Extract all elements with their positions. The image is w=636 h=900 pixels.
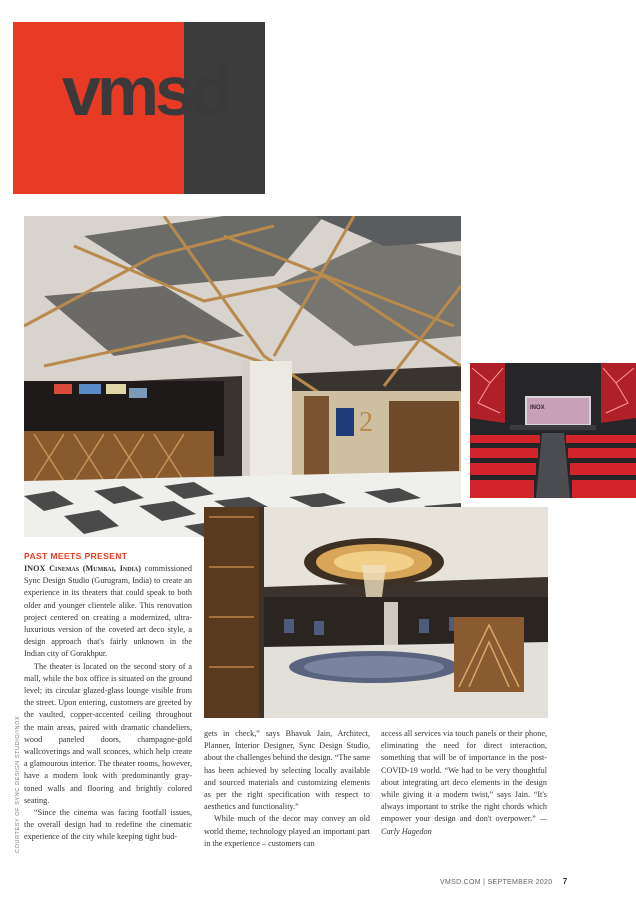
footer-issue: SEPTEMBER 2020: [487, 879, 553, 886]
footer-separator: |: [483, 879, 486, 886]
page-number: 7: [562, 877, 568, 886]
paragraph-4: gets in check,” says Bhavuk Jain, Architect, Planner, Interior Designer, Sync Design Studio, about the challenges behind the design. “The same has been achieved by selecting locally available and sourced materials and customizing elements as per the right specification with respect to aesthetics and functionality.”: [204, 729, 370, 812]
column-3: [381, 728, 547, 838]
page-footer: [440, 877, 567, 886]
auditorium-photo: [470, 363, 636, 498]
article-heading: PAST MEETS PRESENT: [24, 551, 128, 561]
paragraph-3: “Since the cinema was facing footfall issues, the overall design had to redefine the cinematic experience of the city while keeping tight bud-: [24, 808, 192, 842]
lead-name: INOX Cinemas (Mumbai, India): [24, 564, 141, 573]
photo-credit: COURTESY OF SYNC DESIGN STUDIO/INOX: [15, 715, 21, 853]
hall-number: 2: [359, 407, 373, 438]
author-signature: —Carly Hagedon: [381, 814, 547, 836]
lounge-photo: [204, 507, 548, 718]
paragraph-5: While much of the decor may convey an old world theme, technology played an important part in the experience – customers can: [204, 814, 370, 848]
lobby-photo: [24, 216, 461, 537]
vmsd-logo: vmsd: [62, 52, 229, 130]
screen-brand: INOX: [530, 405, 545, 411]
footer-site: VMSD.COM: [440, 879, 481, 886]
paragraph-6-text: access all services via touch panels or their phone, eliminating the need for direct interaction, something that will be of importance in the post-COVID-19 world. “We had to be very thoughtful about integrating art deco elements in the design while giving it a modern twist,” says Jain. “It's always important to strike the right chords which empower your design and don't overpower.”: [381, 729, 547, 824]
column-1: [24, 563, 192, 844]
column-2: [204, 728, 370, 850]
paragraph-1-text: commissioned Sync Design Studio (Gurugram, India) to create an experience in its theaters that could speak to both older and younger clientele alike. This renovation project centered on creating a modernized, ultra-luxurious version of the coveted art deco style, a design approach that's fairly unknown in the Indian city of Gorakhpur.: [24, 564, 192, 659]
paragraph-1: [24, 563, 192, 661]
paragraph-2: The theater is located on the second story of a mall, while the box office is situated on the ground level; its circular glazed-glass lounge visible from the street. Upon entering, customers are greeted by the vaulted, copper-accented ceiling throughout the main areas, paired with dramatic chandeliers, wood paneled doors, champagne-gold wallcoverings and wall sconces, which help create a glamourous interior. The theater rooms, however, have a modern look with predominantly gray-toned walls and flooring and brightly colored seating.: [24, 661, 192, 805]
paragraph-6: [381, 728, 547, 838]
